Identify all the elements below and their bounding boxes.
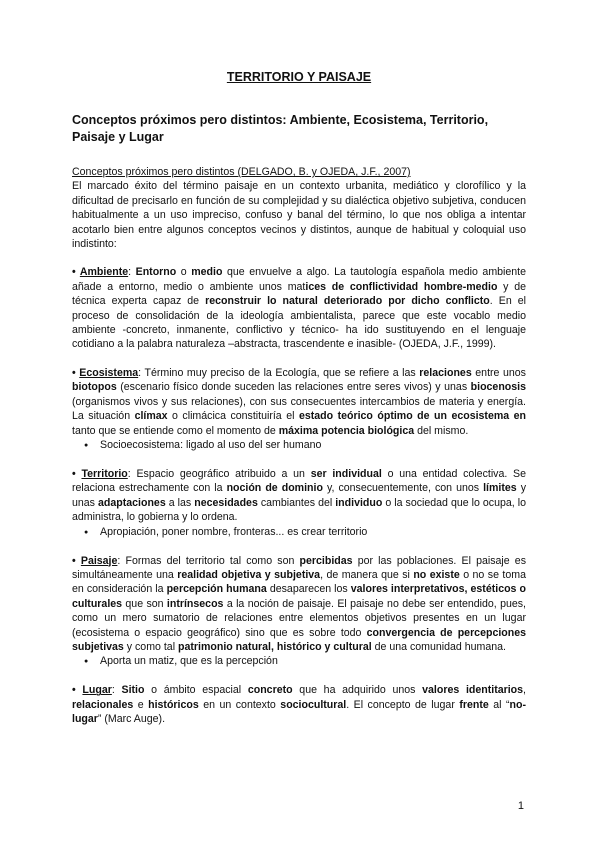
- text-run: e: [133, 698, 149, 711]
- bold-run: biotopos: [72, 381, 117, 394]
- bold-run: biocenosis: [470, 381, 526, 394]
- territorio-notes: [72, 525, 526, 540]
- bullet-glyph: •: [72, 684, 83, 697]
- bold-run: valores identitarios: [422, 684, 524, 697]
- text-run: (organismos vivos y sus relaciones), con sus consecuentes intercambios de materia y energía. La situación: [72, 395, 526, 423]
- bullet-glyph: •: [72, 554, 81, 567]
- text-run: tanto que se entiende como el momento de: [72, 424, 279, 437]
- territorio-paragraph: [72, 467, 526, 525]
- list-item: ● Apropiación, poner nombre, fronteras... es crear territorio: [100, 525, 526, 540]
- text-run: , de manera que si: [320, 568, 414, 581]
- document-page: [72, 70, 526, 741]
- bold-run: máxima potencia biológica: [278, 424, 415, 437]
- text-run: : Espacio geográfico atribuido a un: [127, 467, 311, 480]
- text-run: a las: [165, 496, 195, 509]
- text-run: : Término muy preciso de la Ecología, que se refiere a las: [138, 366, 420, 379]
- list-item: ● Socioecosistema: ligado al uso del ser humano: [100, 438, 526, 453]
- intro-section: [72, 165, 526, 251]
- bold-run: noción de dominio: [226, 482, 323, 495]
- bold-run: intrínsecos: [166, 597, 224, 610]
- bold-run: históricos: [148, 698, 199, 711]
- bold-run: no-lugar: [72, 698, 526, 726]
- text-run: por las poblaciones. El paisaje es simultáneamente una: [72, 554, 526, 581]
- bold-run: Entorno: [135, 266, 177, 279]
- bold-run: concreto: [247, 684, 293, 697]
- text-run: al “: [488, 698, 510, 711]
- bold-run: clímax: [134, 410, 168, 423]
- text-run: en un contexto: [198, 698, 281, 711]
- bold-run: sociocultural: [280, 698, 347, 711]
- bold-run: percepción humana: [166, 583, 267, 596]
- section-ecosistema: [72, 366, 526, 453]
- text-run: y como tal: [123, 640, 178, 653]
- ecosistema-paragraph: [72, 366, 526, 438]
- bold-run: percibidas: [299, 554, 353, 567]
- text-run: . El concepto de lugar: [346, 698, 460, 711]
- document-subtitle: Conceptos próximos pero distintos: Ambiente, Ecosistema, Territorio, Paisaje y Lugar: [72, 113, 489, 144]
- term-territorio: Territorio: [81, 467, 128, 480]
- bold-run: límites: [483, 482, 517, 495]
- term-paisaje: Paisaje: [80, 554, 118, 567]
- document-title: TERRITORIO Y PAISAJE: [226, 70, 372, 84]
- text-run: cambiantes del: [257, 496, 336, 509]
- list-item: ● Aporta un matiz, que es la percepción: [100, 654, 526, 669]
- text-run: ,: [523, 684, 526, 697]
- text-run: y unas: [72, 482, 526, 509]
- bold-run: medio: [191, 266, 223, 279]
- ecosistema-notes: [72, 438, 526, 453]
- bold-run: individuo: [335, 496, 383, 509]
- page-number: 1: [517, 800, 524, 812]
- bold-run: estado teórico óptimo de un ecosistema en: [298, 410, 527, 423]
- bold-run: necesidades: [194, 496, 258, 509]
- section-ambiente: [72, 265, 526, 351]
- bullet-glyph: •: [72, 366, 80, 379]
- text-run: de una comunidad humana.: [371, 640, 506, 653]
- term-ambiente: Ambiente: [79, 266, 129, 279]
- bold-run: ices de conflictividad hombre-medio: [305, 280, 498, 293]
- bullet-glyph: •: [72, 266, 80, 279]
- bold-run: realidad objetiva y subjetiva: [177, 568, 321, 581]
- section-territorio: [72, 467, 526, 540]
- bold-run: convergencia de percepciones subjetivas: [72, 626, 527, 653]
- text-run: y de técnica experta capaz de: [72, 280, 526, 308]
- text-run: o climácica constituiría el: [167, 410, 299, 423]
- intro-text: El marcado éxito del término paisaje en un contexto urbanita, mediático y clorofílico y la dificultad de precisarlo en función de su complejidad y su dialéctica objetivo subjetiva, conducen habitualmente a un uso impreciso, confuso y banal del término, lo que nos obliga a intentar acotarlo bien entre algunos conceptos vecinos y distintos, aunque de habitual y coloquial uso indistinto:: [72, 180, 526, 251]
- bold-run: relaciones: [419, 366, 472, 379]
- bullet-glyph: •: [72, 467, 82, 480]
- text-run: entre unos: [471, 366, 526, 379]
- bold-run: relacionales: [72, 698, 134, 711]
- text-run: o no se toma en consideración la: [72, 568, 526, 596]
- bold-run: valores interpretativos, estéticos o culturales: [72, 583, 526, 610]
- section-lugar: [72, 683, 526, 726]
- text-run: :: [111, 684, 122, 697]
- bold-run: reconstruir lo natural deteriorado por dicho conflicto: [205, 295, 490, 308]
- text-run: o una entidad colectiva. Se relaciona estrechamente con la: [72, 467, 527, 495]
- intro-reference: Conceptos próximos pero distintos (DELGADO, B. y OJEDA, J.F., 2007): [72, 166, 411, 178]
- bold-run: adaptaciones: [98, 496, 166, 509]
- text-run: :: [128, 266, 136, 279]
- bold-run: no existe: [413, 568, 460, 581]
- text-run: . En el proceso de consolidación de la ideología ambientalista, parece que este vocablo medio ambiente -concreto, inmanente, conflictivo y técnico- ha ido sustituyendo en el lenguaje cotidiano a la palabra naturaleza –abstracta, trascendente e inasible- (OJEDA, J.F., 1999).: [72, 295, 526, 351]
- paisaje-notes: [72, 654, 526, 669]
- term-lugar: Lugar: [82, 684, 112, 697]
- ambiente-paragraph: [72, 265, 526, 351]
- lugar-paragraph: [72, 683, 526, 726]
- text-run: o: [176, 266, 192, 279]
- section-paisaje: [72, 554, 526, 670]
- text-run: ” (Marc Auge).: [97, 713, 166, 726]
- text-run: desaparecen los: [266, 583, 351, 596]
- text-run: que envuelve a algo. La tautología española medio ambiente añade a entorno, medio o ambiente unos mat: [72, 266, 527, 293]
- text-run: que son: [122, 597, 167, 610]
- text-run: (escenario físico donde suceden las relaciones entre seres vivos) y unas: [116, 381, 471, 394]
- text-run: o la sociedad que lo ocupa, lo administra, lo gobierna y lo ordena.: [72, 496, 526, 524]
- term-ecosistema: Ecosistema: [79, 366, 139, 379]
- bold-run: Sitio: [121, 684, 145, 697]
- bold-run: patrimonio natural, histórico y cultural: [178, 640, 372, 653]
- text-run: que ha adquirido unos: [292, 684, 423, 697]
- text-run: y, consecuentemente, con unos: [322, 482, 484, 495]
- paisaje-paragraph: [72, 554, 526, 655]
- text-run: del mismo.: [414, 424, 469, 437]
- bold-run: frente: [459, 698, 489, 711]
- text-run: : Formas del territorio tal como son: [117, 554, 300, 567]
- bold-run: ser individual: [310, 467, 382, 480]
- text-run: o ámbito espacial: [144, 684, 248, 697]
- text-run: a la noción de paisaje. El paisaje no debe ser entendido, pues, como un mero sumatorio de relaciones entre elementos objetivos presentes en un lugar (ecosistema o espacio geográfico) sino que es sobre todo: [72, 597, 526, 639]
